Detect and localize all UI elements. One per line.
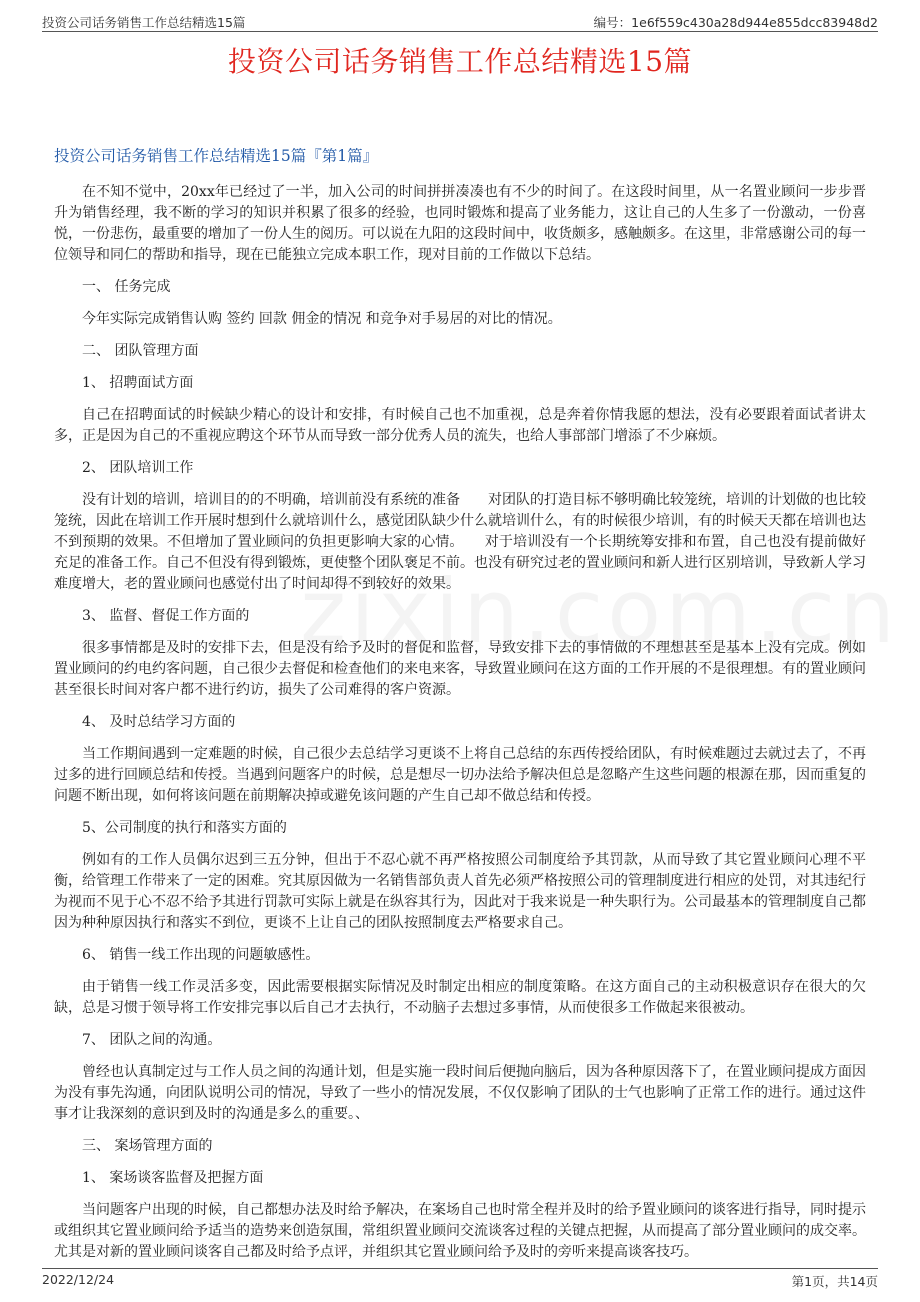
document-title: 投资公司话务销售工作总结精选15篇: [227, 45, 693, 78]
section-heading: 3、 监督、督促工作方面的: [82, 608, 250, 624]
page-header: [42, 11, 878, 32]
section-heading: 6、 销售一线工作出现的问题敏感性。: [82, 947, 320, 963]
section-heading: 7、 团队之间的沟通。: [82, 1032, 222, 1048]
header-doc-id: 编号：1e6f559c430a28d944e855dcc83948d2: [593, 15, 878, 30]
section-heading: 二、 团队管理方面: [82, 343, 199, 359]
section-heading: 1、 招聘面试方面: [82, 375, 194, 391]
section-heading: 三、 案场管理方面的: [82, 1138, 213, 1154]
body-paragraph: 例如有的工作人员偶尔迟到三五分钟，但出于不忍心就不再严格按照公司制度给予其罚款，从而导致了其它置业顾问心理不平衡，给管理工作带来了一定的困难。究其原因做为一名销售部负责人首先必须严格按照公司的管理制度进行相应的处罚，对其违纪行为视而不见于心不忍不给予其进行罚款可实际上就是在纵容其行为，因此对于我来说是一种失职行为。公司最基本的管理制度自己都因为种种原因执行和落实不到位，更谈不上让自己的团队按照制度去严格要求自己。: [54, 852, 866, 931]
body-paragraph: 当问题客户出现的时候，自己都想办法及时给予解决，在案场自己也时常全程并及时的给予置业顾问的谈客进行指导，同时提示或组织其它置业顾问给予适当的造势来创造氛围，常组织置业顾问交流谈客过程的关键点把握，从而提高了部分置业顾问的成交率。尤其是对新的置业顾问谈客自己都及时给予点评，并组织其它置业顾问给予及时的旁听来提高谈客技巧。: [54, 1202, 866, 1260]
section-heading: 2、 团队培训工作: [82, 460, 194, 476]
body-paragraph: 没有计划的培训，培训目的的不明确，培训前没有系统的准备 对团队的打造目标不够明确比较笼统，培训的计划做的也比较笼统，因此在培训工作开展时想到什么就培训什么，感觉团队缺少什么就培训什么，有的时候很少培训，有的时候天天都在培训也达不到预期的效果。不但增加了置业顾问的负担更影响大家的心情。 对于培训没有一个长期统筹安排和布置，自己也没有提前做好充足的准备工作。自己不但没有得到锻炼，更使整个团队褒足不前。也没有研究过老的置业顾问和新人进行区别培训，导致新人学习难度增大，老的置业顾问也感觉付出了时间却得不到较好的效果。: [54, 492, 866, 592]
document-body: [54, 146, 866, 1274]
body-paragraph: 曾经也认真制定过与工作人员之间的沟通计划，但是实施一段时间后便抛向脑后，因为各种原因落下了，在置业顾问提成方面因为没有事先沟通，向团队说明公司的情况，导致了一些小的情况发展，不仅仅影响了团队的士气也影响了正常工作的进行。通过这件事才让我深刻的意识到及时的沟通是多么的重要。、: [54, 1064, 866, 1122]
footer-page-number: 第1页，共14页: [791, 1274, 878, 1289]
footer-date: 2022/12/24: [42, 1272, 115, 1287]
page-footer: [42, 1268, 878, 1289]
body-paragraph: 今年实际完成销售认购 签约 回款 佣金的情况 和竞争对手易居的对比的情况。: [82, 311, 562, 327]
body-paragraph: 在不知不觉中，20xx年已经过了一半，加入公司的时间拼拼凑凑也有不少的时间了。在这段时间里，从一名置业顾问一步步晋升为销售经理，我不断的学习的知识并积累了很多的经验，也同时锻炼和提高了业务能力，这让自己的人生多了一份激动，一份喜悦，一份悲伤，最重要的增加了一份人生的阅历。可以说在九阳的这段时间中，收货颇多，感触颇多。在这里，非常感谢公司的每一位领导和同仁的帮助和指导，现在已能独立完成本职工作，现对目前的工作做以下总结。: [54, 184, 866, 263]
header-doc-title: 投资公司话务销售工作总结精选15篇: [42, 15, 246, 30]
body-paragraph: 很多事情都是及时的安排下去，但是没有给予及时的督促和监督，导致安排下去的事情做的不理想甚至是基本上没有完成。例如置业顾问的约电约客问题，自己很少去督促和检查他们的来电来客，导致置业顾问在这方面的工作开展的不是很理想。有的置业顾问甚至很长时间对客户都不进行约访，损失了公司难得的客户资源。: [54, 640, 866, 698]
section-heading: 一、 任务完成: [82, 279, 171, 295]
body-paragraph: 自己在招聘面试的时候缺少精心的设计和安排，有时候自己也不加重视，总是奔着你情我愿的想法，没有必要跟着面试者讲太多，正是因为自己的不重视应聘这个环节从而导致一部分优秀人员的流失，也给人事部部门增添了不少麻烦。: [54, 407, 866, 444]
section-heading: 1、 案场谈客监督及把握方面: [82, 1170, 264, 1186]
body-paragraph: 由于销售一线工作灵活多变，因此需要根据实际情况及时制定出相应的制度策略。在这方面自己的主动积极意识存在很大的欠缺，总是习惯于领导将工作安排完事以后自己才去执行，不动脑子去想过多事情，从而使很多工作做起来很被动。: [54, 979, 866, 1016]
section-title: 投资公司话务销售工作总结精选15篇『第1篇』: [54, 147, 379, 165]
section-heading: 5、公司制度的执行和落实方面的: [82, 820, 287, 836]
body-paragraph: 当工作期间遇到一定难题的时候，自己很少去总结学习更谈不上将自己总结的东西传授给团队，有时候难题过去就过去了，不再过多的进行回顾总结和传授。当遇到问题客户的时候，总是想尽一切办法给予解决但总是忽略产生这些问题的根源在那，因而重复的问题不断出现，如何将该问题在前期解决掉或避免该问题的产生自己却不做总结和传授。: [54, 746, 866, 804]
section-heading: 4、 及时总结学习方面的: [82, 714, 236, 730]
